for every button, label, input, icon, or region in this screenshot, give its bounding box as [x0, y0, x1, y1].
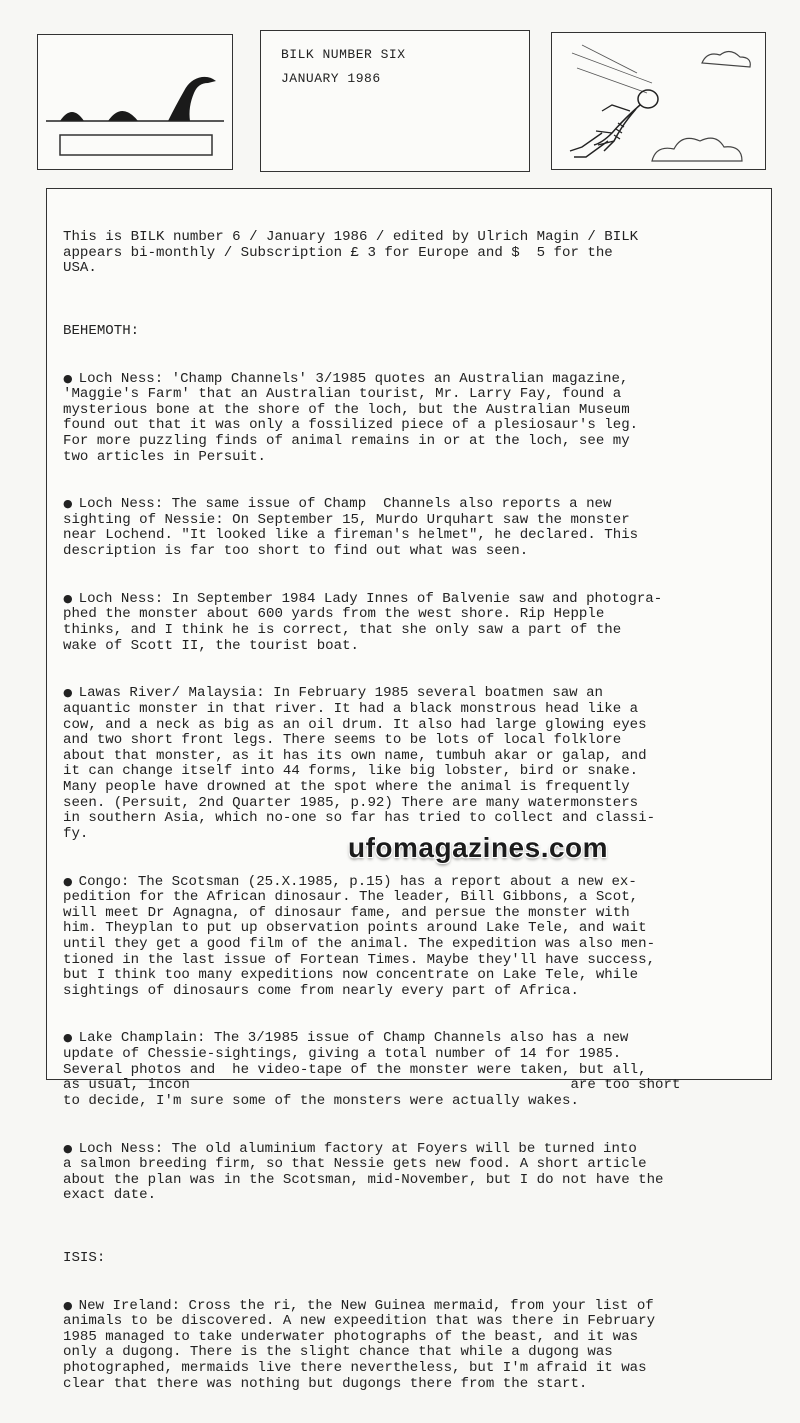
issue-title: BILK NUMBER SIX	[281, 47, 406, 62]
list-item: ● Lawas River/ Malaysia: In February 1985 several boatmen saw an aquantic monster in that river. It had a black monstrous head like a cow, and a neck as big as an oil drum. It also had large glowing eyes and two short front legs. There seems to be lots of local folklore about that monster, as it has its own name, tumbuh akar or galap, and it can change itself into 44 forms, like big lobster, bird or snake. Many people have drowned at the spot where the animal is frequently seen. (Persuit, 2nd Quarter 1985, p.92) There are many watermonsters in southern Asia, which no-one so far has tried to collect and classi- fy.	[63, 685, 656, 842]
illustration-box	[551, 32, 766, 170]
list-item: ● Loch Ness: The old aluminium factory at Foyers will be turned into a salmon breeding firm, so that Nessie gets new food. A short article about the plan was in the Scotsman, mid-November, but I do not have the exact date.	[63, 1140, 664, 1204]
newsletter-body	[46, 188, 772, 1392]
intro-paragraph: This is BILK number 6 / January 1986 / edited by Ulrich Magin / BILK appears bi-monthly / Subscription £ 3 for Europe and $ 5 for the USA.	[63, 229, 639, 277]
section-heading-behemoth: BEHEMOTH:	[63, 322, 140, 339]
falling-man-illustration-icon	[552, 33, 765, 169]
nessie-illustration-icon	[38, 35, 232, 169]
bullet-icon: ●	[63, 371, 73, 385]
title-box	[260, 30, 530, 172]
bullet-icon: ●	[63, 686, 73, 700]
bullet-icon: ●	[63, 1298, 73, 1312]
issue-date: JANUARY 1986	[281, 71, 381, 86]
list-item: ● Loch Ness: The same issue of Champ Channels also reports a new sighting of Nessie: On September 15, Murdo Urquhart saw the monster near Lochend. "It looked like a fireman's helmet", he declared. This description is far too short to find out what was seen.	[63, 496, 639, 560]
list-item: ● Loch Ness: 'Champ Channels' 3/1985 quotes an Australian magazine, 'Maggie's Farm' that an Australian tourist, Mr. Larry Fay, found a mysterious bone at the shore of the loch, but the Australian Museum found out that it was only a fossilized piece of a plesiosaur's leg. For more puzzling finds of animal remains in or at the loch, see my two articles in Persuit.	[63, 370, 639, 465]
list-item: ● Loch Ness: In September 1984 Lady Innes of Balvenie saw and photogra- phed the monster about 600 yards from the west shore. Rip Hepple thinks, and I think he is correct, that she only saw a part of the wake of Scott II, the tourist boat.	[63, 590, 663, 654]
bullet-icon: ●	[63, 874, 73, 888]
logo-box-nessie	[37, 34, 233, 170]
list-item: ● New Ireland: Cross the ri, the New Guinea mermaid, from your list of animals to be discovered. A new expeedition that was there in February 1985 managed to take underwater photographs of the beast, and it was only a dugong. There is the slight chance that while a dugong was photographed, mermaids live there nevertheless, but I'm afraid it was clear that there was nothing but dugongs there from the start.	[63, 1297, 656, 1392]
section-heading-isis: ISIS:	[63, 1249, 106, 1266]
bullet-icon: ●	[63, 1141, 73, 1155]
body-text	[63, 199, 763, 1423]
list-item: ● Congo: The Scotsman (25.X.1985, p.15) has a report about a new ex- pedition for the African dinosaur. The leader, Bill Gibbons, a Scot, will meet Dr Agnagna, of dinosaur fame, and persue the monster with him. Theyplan to put up observation points around Lake Tele, and wait until they get a good film of the animal. The expedition was also men- tioned in the last issue of Fortean Times. Maybe they'll have success, but I think too many expeditions now concentrate on Lake Tele, while sightings of dinosaurs come from nearly every part of Africa.	[63, 873, 656, 999]
bullet-icon: ●	[63, 497, 73, 511]
bullet-icon: ●	[63, 1031, 73, 1045]
watermark-text: ufomagazines.com	[348, 832, 609, 863]
bullet-icon: ●	[63, 591, 73, 605]
list-item: ● Lake Champlain: The 3/1985 issue of Champ Channels also has a new update of Chessie-sightings, giving a total number of 14 for 1985. Several photos and he video-tape of the monster were taken, but all, as usual, incon are too short to decide, I'm sure some of the monsters were actually wakes.	[63, 1030, 681, 1109]
